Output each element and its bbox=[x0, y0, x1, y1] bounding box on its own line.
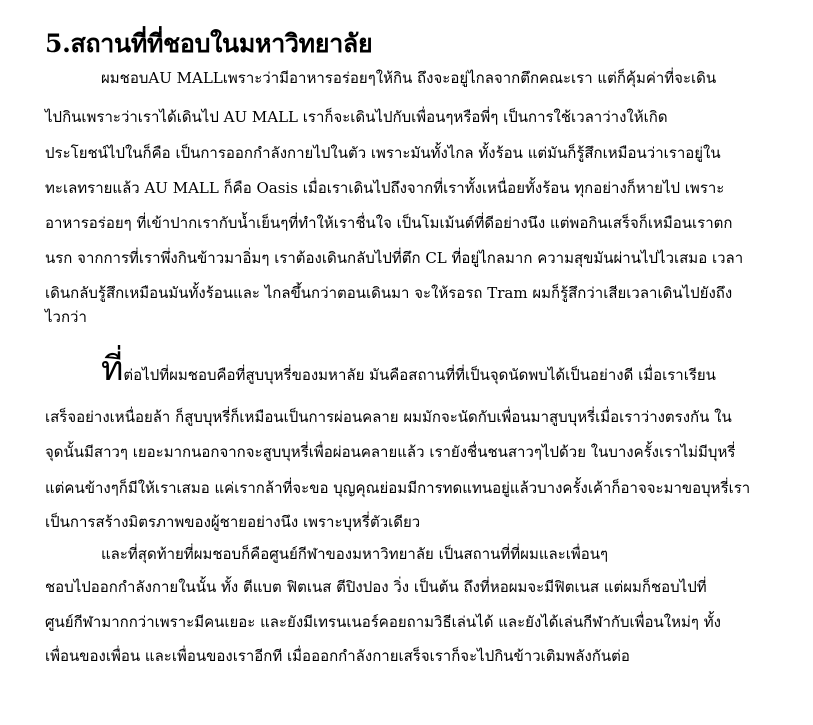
paragraph-3-line: และที่สุดท้ายที่ผมชอบก็คือศูนย์กีฬาของมหาวิทยาลัย เป็นสถานที่ที่ผมและเพื่อนๆ bbox=[101, 545, 609, 563]
paragraph-1-line: อาหารอร่อยๆ ที่เข้าปากเรากับน้ำเย็นๆที่ทำให้เราชื่นใจ เป็นโมเม้นต์ที่ดีอย่างนึง แต่พอกินเสร็จก็เหมือนเราตก bbox=[45, 214, 733, 232]
paragraph-1-line: ไปกินเพราะว่าเราได้เดินไป AU MALL เราก็จะเดินไปกับเพื่อนๆหรือพี่ๆ เป็นการใช้เวลาว่างให้เกิด bbox=[45, 108, 668, 126]
paragraph-1-line: ไวกว่า bbox=[45, 308, 87, 326]
paragraph-2-first-line-text: ต่อไปที่ผมชอบคือที่สูบบุหรี่ของมหาลัย มันคือสถานที่ที่เป็นจุดนัดพบได้เป็นอย่างดี เมื่อเราเรียน bbox=[123, 366, 716, 384]
paragraph-2-first-line bbox=[101, 349, 716, 392]
paragraph-2-line: จุดนั้นมีสาวๆ เยอะมากนอกจากจะสูบบุหรี่เพื่อผ่อนคลายแล้ว เรายังชื่นชนสาวๆไปด้วย ในบางครั้งเราไม่มีบุหรี่ bbox=[45, 443, 736, 461]
paragraph-1-line: ผมชอบAU MALLเพราะว่ามีอาหารอร่อยๆให้กิน ถึงจะอยู่ไกลจากตึกคณะเรา แต่ก็คุ้มค่าที่จะเดิน bbox=[101, 69, 717, 87]
paragraph-3-line: ชอบไปออกกำลังกายในนั้น ทั้ง ตีแบต ฟิตเนส ตีปิงปอง วิ่ง เป็นต้น ถึงที่หอผมจะมีฟิตเนส แต่ผมก็ชอบไปที่ bbox=[45, 578, 707, 596]
paragraph-1-line: ทะเลทรายแล้ว AU MALL ก็คือ Oasis เมื่อเราเดินไปถึงจากที่เราทั้งเหนื่อยทั้งร้อน ทุกอย่างก็หายไป เพราะ bbox=[45, 179, 725, 197]
paragraph-2-line: เป็นการสร้างมิตรภาพของผู้ชายอย่างนึง เพราะบุหรี่ตัวเดียว bbox=[45, 513, 421, 531]
paragraph-3-line: ศูนย์กีฬามากกว่าเพราะมีคนเยอะ และยังมีเทรนเนอร์คอยถามวิธีเล่นได้ และยังได้เล่นกีฬากับเพื่อนใหม่ๆ ทั้ง bbox=[45, 613, 721, 631]
drop-cap: ที่ bbox=[101, 349, 124, 389]
paragraph-1-line: ประโยชน์ไปในก็คือ เป็นการออกกำลังกายไปในตัว เพราะมันทั้งไกล ทั้งร้อน แต่มันก็รู้สึกเหมือนว่าเราอยู่ใน bbox=[45, 144, 721, 162]
section-heading: 5.สถานที่ที่ชอบในมหาวิทยาลัย bbox=[45, 29, 373, 58]
paragraph-1-line: เดินกลับรู้สึกเหมือนมันทั้งร้อนและ ไกลขึ้นกว่าตอนเดินมา จะให้รอรถ Tram ผมก็รู้สึกว่าเสียเวลาเดินไปยังถึง bbox=[45, 284, 733, 302]
paragraph-2-line: เสร็จอย่างเหนื่อยล้า ก็สูบบุหรี่ก็เหมือนเป็นการผ่อนคลาย ผมมักจะนัดกับเพื่อนมาสูบบุหรี่เมื่อเราว่างตรงกัน ใน bbox=[45, 408, 732, 426]
paragraph-2-line: แต่คนข้างๆก็มีให้เราเสมอ แค่เรากล้าที่จะขอ บุญคุณย่อมมีการทดแทนอยู่แล้วบางครั้งเค้าก็อาจจะมาขอบุหรี่เรา bbox=[45, 479, 751, 497]
paragraph-1-line: นรก จากการที่เราพึ่งกินข้าวมาอิ่มๆ เราต้องเดินกลับไปที่ตึก CL ที่อยู่ไกลมาก ความสุขมันผ่านไปไวเสมอ เวลา bbox=[45, 249, 744, 267]
paragraph-3-line: เพื่อนของเพื่อน และเพื่อนของเราอีกที เมื่อออกกำลังกายเสร็จเราก็จะไปกินข้าวเติมพลังกันต่อ bbox=[45, 647, 630, 665]
